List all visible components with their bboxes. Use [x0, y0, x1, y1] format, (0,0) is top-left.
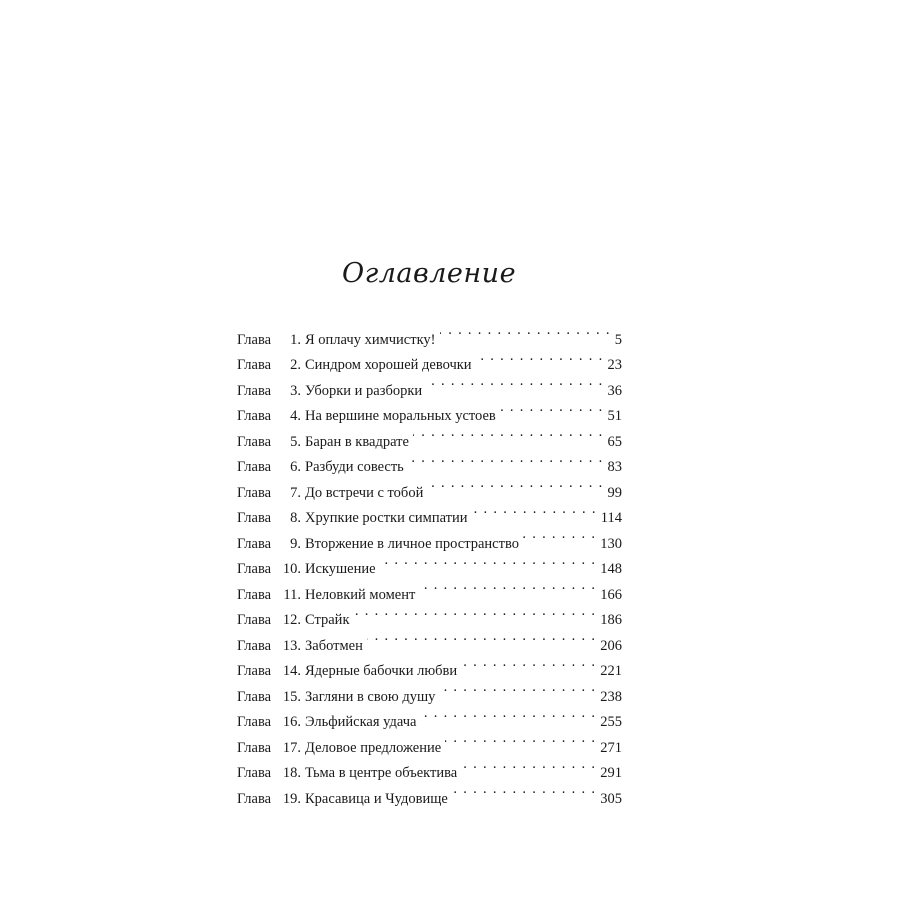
- page-number: 291: [600, 765, 622, 781]
- dot-leader: [476, 344, 604, 370]
- chapter-word: Глава: [237, 433, 272, 450]
- toc-entry: [237, 318, 622, 348]
- dot-leader: [439, 675, 596, 701]
- chapter-title: Тьма в центре объектива: [305, 765, 458, 781]
- chapter-title: Заботмен: [305, 637, 363, 654]
- page-number: 271: [600, 739, 622, 756]
- dot-leader: [427, 471, 603, 497]
- chapter-number: 15.: [282, 688, 301, 705]
- page-number: 166: [600, 586, 622, 603]
- chapter-title: Красавица и Чудовище: [305, 790, 448, 807]
- chapter-number: 19.: [282, 790, 301, 807]
- page-number: 238: [600, 688, 622, 705]
- page-number: 148: [600, 561, 622, 577]
- chapter-title: Хрупкие ростки симпатии: [305, 510, 468, 526]
- chapter-title: Вторжение в личное пространство: [305, 535, 519, 552]
- chapter-number: 1.: [290, 331, 301, 348]
- chapter-number: 6.: [290, 459, 301, 475]
- page-number: 36: [607, 382, 622, 399]
- dot-leader: [426, 369, 603, 395]
- dot-leader: [523, 522, 596, 548]
- page-number: 130: [600, 535, 622, 552]
- chapter-title: Загляни в свою душу: [305, 688, 436, 705]
- dot-leader: [353, 599, 596, 625]
- chapter-title: Деловое предложение: [305, 739, 442, 756]
- chapter-number: 9.: [290, 535, 301, 552]
- dot-leader: [461, 752, 596, 778]
- page-number: 114: [600, 510, 622, 526]
- chapter-number: 8.: [290, 510, 301, 526]
- chapter-number: 10.: [282, 561, 301, 577]
- dot-leader: [367, 624, 596, 650]
- chapter-word: Глава: [237, 739, 272, 756]
- chapter-word: Глава: [237, 382, 272, 399]
- chapter-number: 4.: [290, 408, 301, 424]
- page-number: 221: [600, 663, 622, 679]
- toc-title: Оглавление: [341, 258, 517, 289]
- chapter-word: Глава: [237, 357, 272, 373]
- chapter-word: Глава: [237, 510, 272, 526]
- chapter-title: Уборки и разборки: [305, 382, 423, 399]
- chapter-number: 18.: [282, 765, 301, 781]
- chapter-title: До встречи с тобой: [305, 484, 424, 501]
- dot-leader: [445, 726, 596, 752]
- chapter-number: 5.: [290, 433, 301, 450]
- chapter-word: Глава: [237, 714, 272, 730]
- dot-leader: [380, 548, 597, 574]
- page-number: 206: [600, 637, 622, 654]
- dot-leader: [452, 777, 596, 803]
- page-number: 65: [607, 433, 622, 450]
- chapter-word: Глава: [237, 765, 272, 781]
- dot-leader: [500, 395, 604, 421]
- chapter-title: Страйк: [305, 612, 350, 628]
- chapter-title: Искушение: [305, 561, 376, 577]
- dot-leader: [420, 701, 596, 727]
- dot-leader: [472, 497, 597, 523]
- chapter-title: Неловкий момент: [305, 586, 416, 603]
- page-number: 51: [607, 408, 622, 424]
- chapter-number: 11.: [283, 586, 301, 603]
- chapter-word: Глава: [237, 561, 272, 577]
- dot-leader: [413, 420, 604, 446]
- dot-leader: [440, 318, 611, 344]
- chapter-word: Глава: [237, 790, 272, 807]
- toc-list: [237, 318, 622, 807]
- chapter-title: Синдром хорошей девочки: [305, 357, 472, 373]
- chapter-title: Ядерные бабочки любви: [305, 663, 458, 679]
- page-number: 99: [607, 484, 622, 501]
- page-number: 305: [600, 790, 622, 807]
- dot-leader: [461, 650, 596, 676]
- chapter-number: 12.: [282, 612, 301, 628]
- page-number: 5: [614, 331, 622, 348]
- chapter-word: Глава: [237, 459, 272, 475]
- chapter-title: Эльфийская удача: [305, 714, 417, 730]
- chapter-number: 14.: [282, 663, 301, 679]
- chapter-word: Глава: [237, 663, 272, 679]
- chapter-word: Глава: [237, 484, 272, 501]
- chapter-number: 7.: [290, 484, 301, 501]
- chapter-title: Разбуди совесть: [305, 459, 404, 475]
- chapter-number: 3.: [290, 382, 301, 399]
- chapter-word: Глава: [237, 408, 272, 424]
- chapter-word: Глава: [237, 688, 272, 705]
- chapter-title: Баран в квадрате: [305, 433, 409, 450]
- chapter-word: Глава: [237, 637, 272, 654]
- chapter-word: Глава: [237, 586, 272, 603]
- dot-leader: [408, 446, 604, 472]
- page-number: 23: [607, 357, 622, 373]
- chapter-number: 16.: [282, 714, 301, 730]
- page-number: 255: [600, 714, 622, 730]
- chapter-word: Глава: [237, 331, 272, 348]
- page-number: 186: [600, 612, 622, 628]
- page-number: 83: [607, 459, 622, 475]
- chapter-word: Глава: [237, 612, 272, 628]
- chapter-title: На вершине моральных устоев: [305, 408, 496, 424]
- chapter-title: Я оплачу химчистку!: [305, 331, 436, 348]
- chapter-number: 2.: [290, 357, 301, 373]
- chapter-number: 13.: [282, 637, 301, 654]
- chapter-word: Глава: [237, 535, 272, 552]
- chapter-number: 17.: [282, 739, 301, 756]
- dot-leader: [419, 573, 596, 599]
